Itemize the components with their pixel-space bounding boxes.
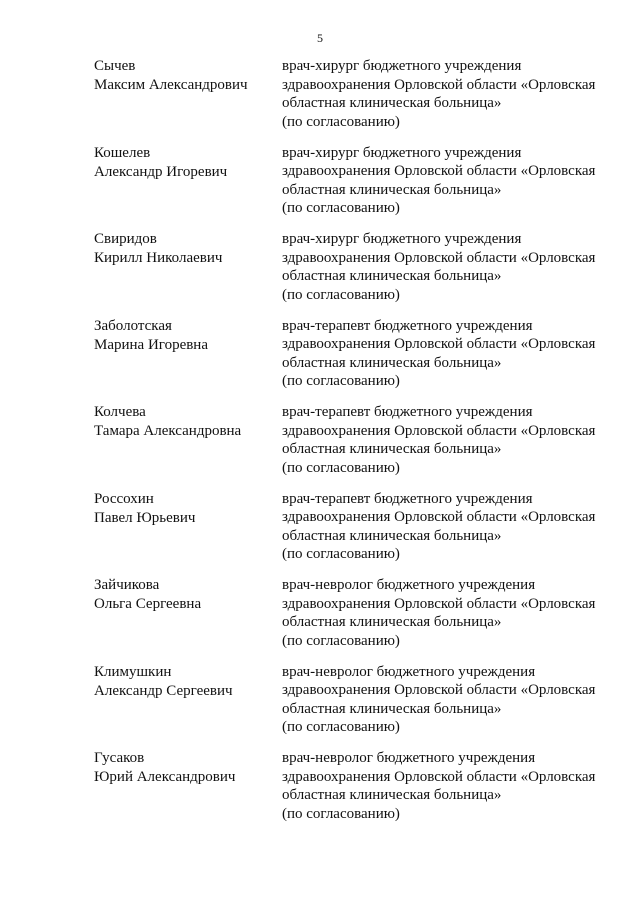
position-line: здравоохранения Орловской области «Орловская bbox=[282, 682, 596, 698]
position-line: областная клиническая больница» bbox=[282, 354, 502, 371]
position-note: (по согласованию) bbox=[282, 719, 400, 735]
member-given-names: Марина Игоревна bbox=[94, 336, 208, 353]
position-line: здравоохранения Орловской области «Орловская bbox=[282, 509, 596, 525]
member-entry bbox=[0, 317, 640, 404]
member-position bbox=[282, 576, 622, 650]
member-surname: Климушкин bbox=[94, 663, 172, 680]
position-line: здравоохранения Орловской области «Орловская bbox=[282, 163, 596, 179]
position-note: (по согласованию) bbox=[282, 373, 400, 389]
position-line: врач-хирург бюджетного учреждения bbox=[282, 231, 522, 247]
position-line: областная клиническая больница» bbox=[282, 787, 502, 803]
member-position bbox=[282, 57, 622, 131]
position-line: здравоохранения Орловской области «Орловская bbox=[282, 249, 596, 266]
position-line: здравоохранения Орловской области «Орловская bbox=[282, 422, 596, 439]
position-note: (по согласованию) bbox=[282, 632, 400, 649]
position-line: врач-хирург бюджетного учреждения bbox=[282, 144, 522, 161]
member-position bbox=[282, 403, 622, 477]
position-line: здравоохранения Орловской области «Орловская bbox=[282, 768, 596, 785]
position-line: здравоохранения Орловской области «Орловская bbox=[282, 595, 596, 612]
position-line: областная клиническая больница» bbox=[282, 527, 502, 544]
position-note: (по согласованию) bbox=[282, 113, 400, 130]
member-given-names: Александр Игоревич bbox=[94, 163, 228, 180]
member-position bbox=[282, 490, 622, 564]
position-note: (по согласованию) bbox=[282, 805, 400, 822]
member-name bbox=[94, 576, 274, 614]
position-line: областная клиническая больница» bbox=[282, 614, 502, 630]
position-note: (по согласованию) bbox=[282, 546, 400, 562]
member-surname: Россохин bbox=[94, 490, 154, 507]
member-surname: Гусаков bbox=[94, 750, 145, 766]
position-line: врач-терапевт бюджетного учреждения bbox=[282, 317, 533, 334]
member-name bbox=[94, 57, 274, 95]
member-entry bbox=[0, 403, 640, 490]
member-surname: Зайчикова bbox=[94, 577, 160, 593]
member-position bbox=[282, 317, 622, 391]
member-given-names: Кирилл Николаевич bbox=[94, 250, 223, 266]
position-line: областная клиническая больница» bbox=[282, 95, 502, 111]
member-surname: Сычев bbox=[94, 58, 136, 74]
position-line: здравоохранения Орловской области «Орловская bbox=[282, 76, 596, 93]
member-given-names: Юрий Александрович bbox=[94, 769, 236, 785]
member-surname: Свиридов bbox=[94, 231, 157, 247]
position-line: врач-терапевт бюджетного учреждения bbox=[282, 490, 533, 507]
member-given-names: Александр Сергеевич bbox=[94, 682, 233, 699]
member-position bbox=[282, 230, 622, 304]
position-line: здравоохранения Орловской области «Орловская bbox=[282, 336, 596, 352]
member-entry bbox=[0, 663, 640, 750]
position-line: областная клиническая больница» bbox=[282, 181, 502, 198]
member-surname: Кошелев bbox=[94, 144, 151, 161]
position-line: областная клиническая больница» bbox=[282, 700, 502, 717]
member-entry bbox=[0, 576, 640, 663]
page-number: 5 bbox=[317, 31, 323, 45]
member-given-names: Павел Юрьевич bbox=[94, 509, 196, 526]
member-list bbox=[0, 57, 640, 836]
position-note: (по согласованию) bbox=[282, 459, 400, 476]
member-entry bbox=[0, 230, 640, 317]
member-surname: Заболотская bbox=[94, 317, 172, 334]
position-note: (по согласованию) bbox=[282, 200, 400, 216]
position-line: врач-невролог бюджетного учреждения bbox=[282, 750, 536, 766]
member-name bbox=[94, 317, 274, 355]
position-line: врач-невролог бюджетного учреждения bbox=[282, 663, 536, 680]
member-given-names: Тамара Александровна bbox=[94, 423, 242, 439]
member-name bbox=[94, 403, 274, 441]
member-entry bbox=[0, 144, 640, 231]
member-name bbox=[94, 663, 274, 701]
member-position bbox=[282, 144, 622, 218]
member-entry bbox=[0, 490, 640, 577]
member-name bbox=[94, 144, 274, 182]
member-position bbox=[282, 663, 622, 737]
position-line: врач-терапевт бюджетного учреждения bbox=[282, 404, 533, 420]
member-entry bbox=[0, 749, 640, 836]
position-line: областная клиническая больница» bbox=[282, 441, 502, 457]
position-line: врач-хирург бюджетного учреждения bbox=[282, 58, 522, 74]
position-line: областная клиническая больница» bbox=[282, 268, 502, 284]
member-position bbox=[282, 749, 622, 823]
position-note: (по согласованию) bbox=[282, 286, 400, 303]
member-entry bbox=[0, 57, 640, 144]
member-name bbox=[94, 749, 274, 787]
position-line: врач-невролог бюджетного учреждения bbox=[282, 577, 536, 593]
member-name bbox=[94, 230, 274, 268]
member-name bbox=[94, 490, 274, 528]
member-given-names: Максим Александрович bbox=[94, 77, 248, 93]
member-surname: Колчева bbox=[94, 404, 146, 420]
member-given-names: Ольга Сергеевна bbox=[94, 596, 202, 612]
